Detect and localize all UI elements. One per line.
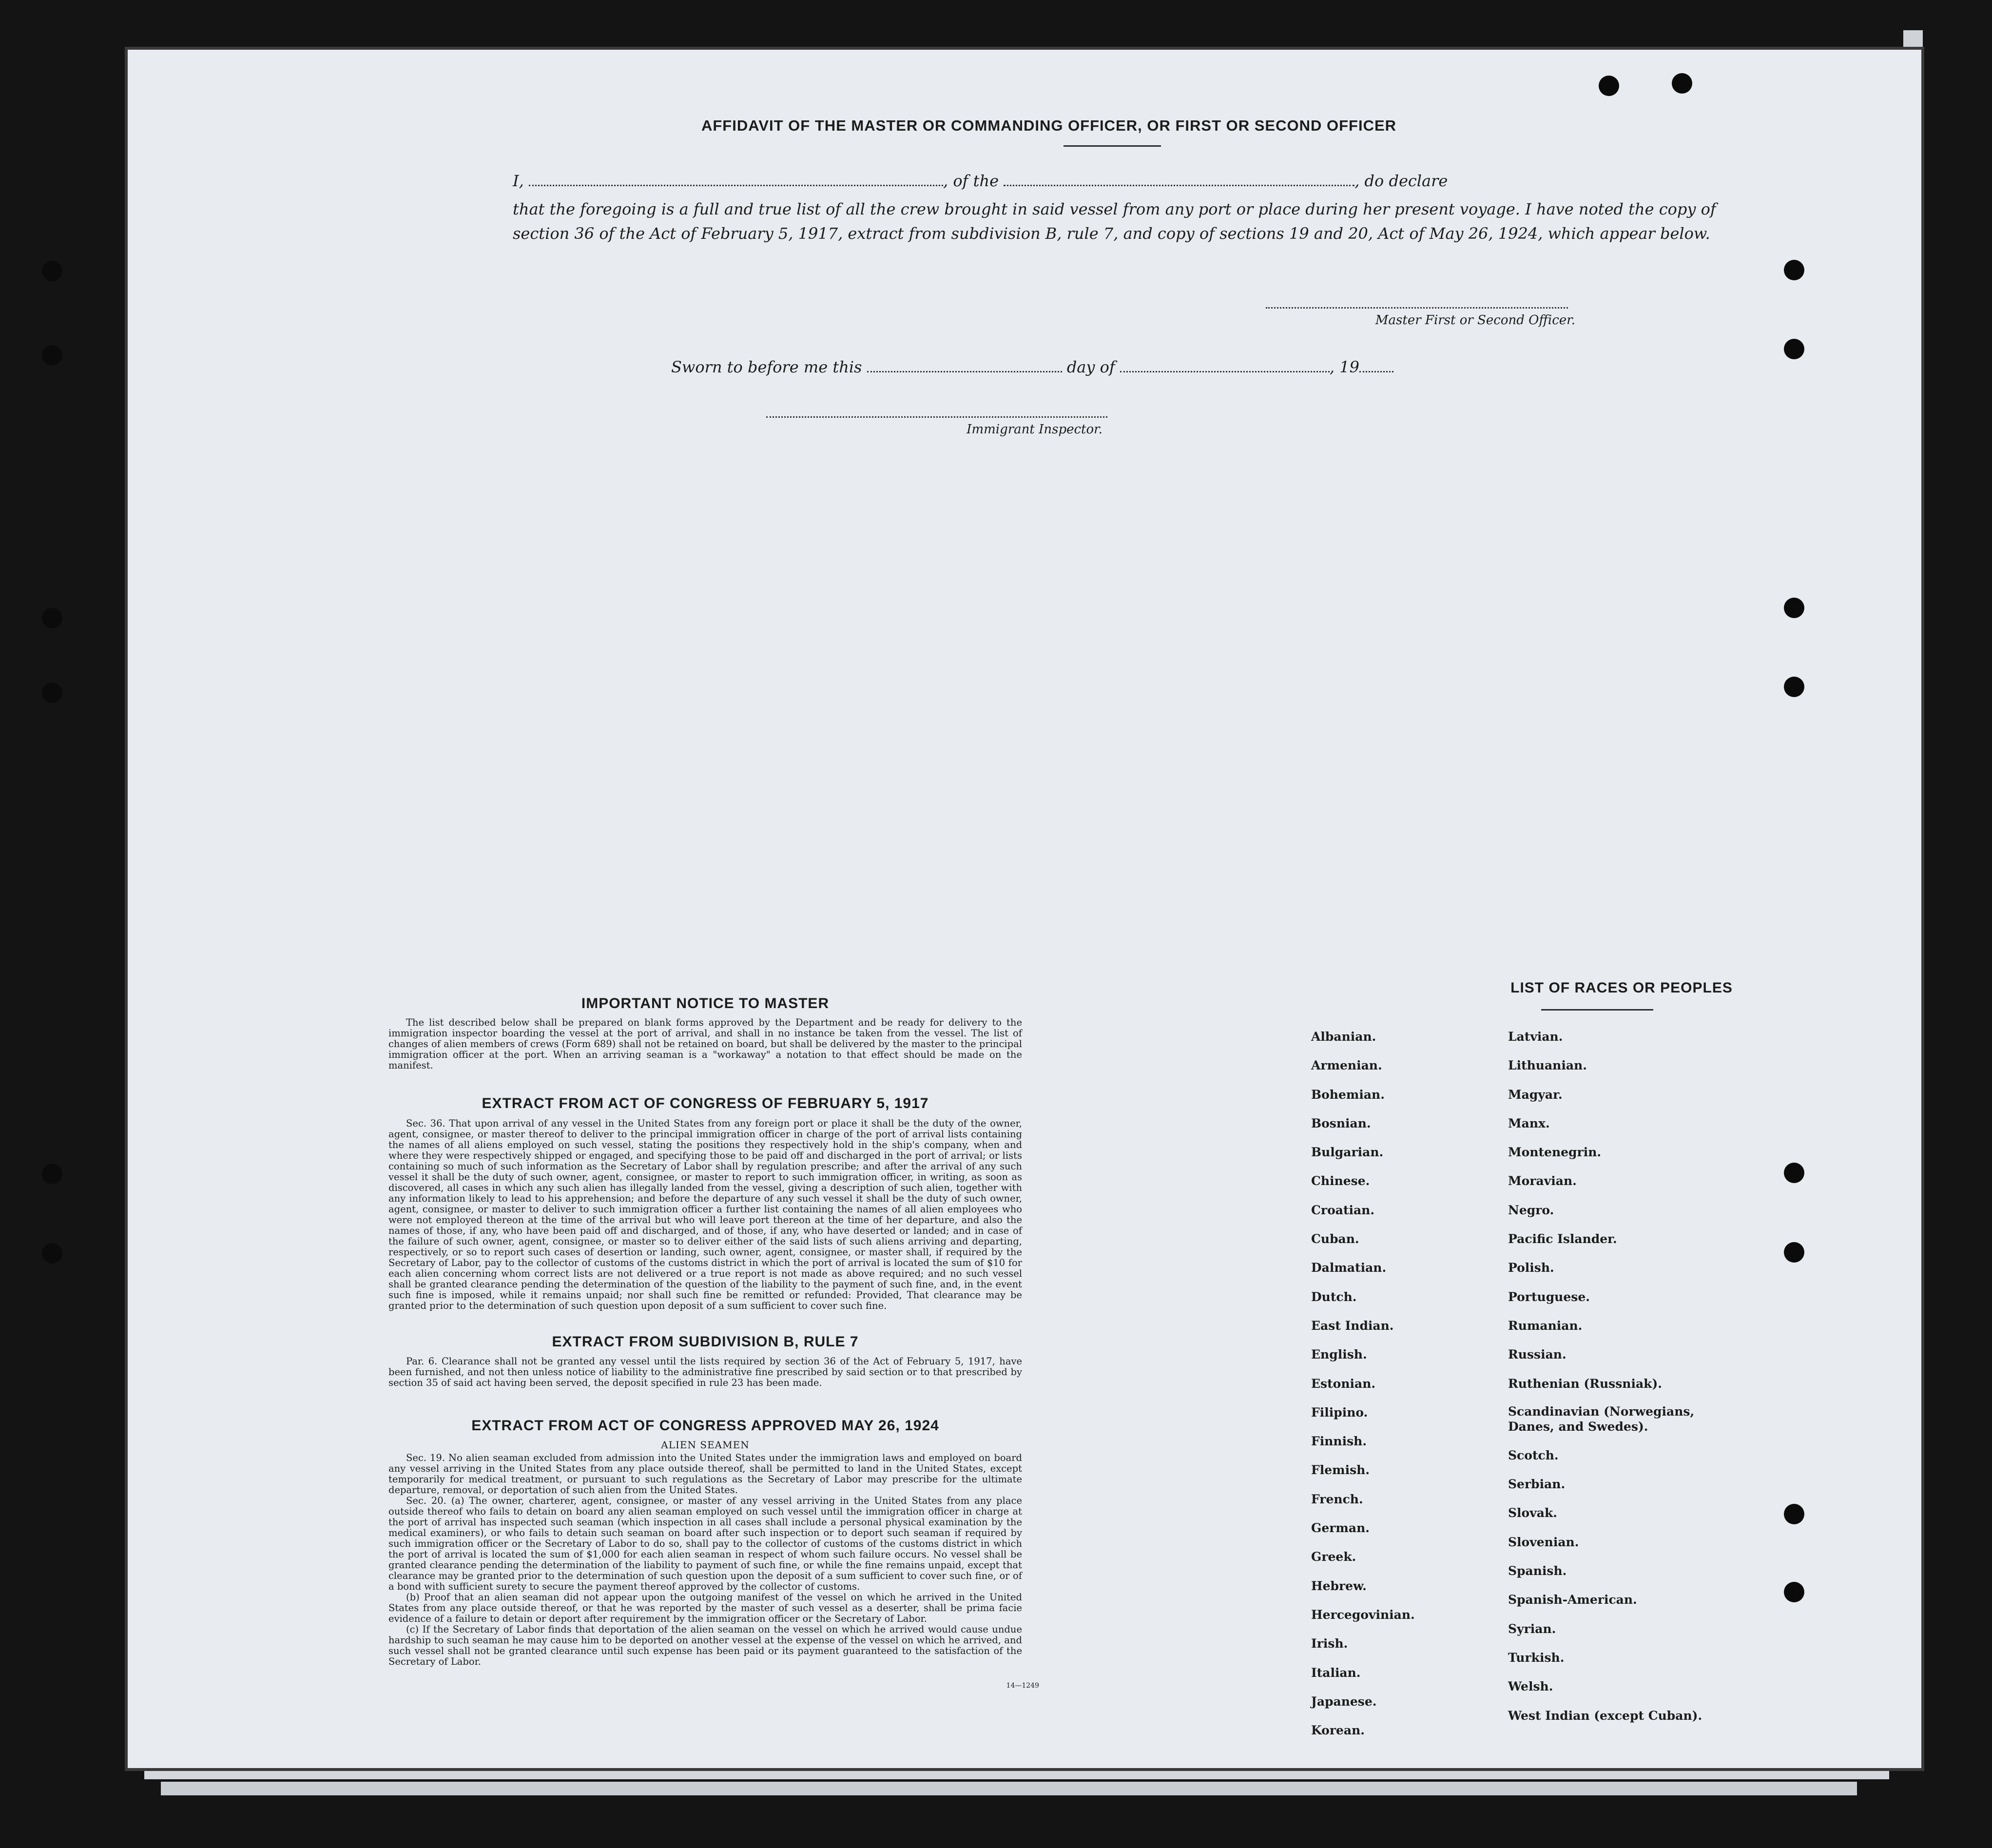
race-item: Dalmatian. xyxy=(1311,1261,1387,1275)
race-item: Welsh. xyxy=(1508,1679,1553,1694)
race-item: English. xyxy=(1311,1347,1367,1362)
race-item: Slovenian. xyxy=(1508,1535,1579,1549)
form-number: 14—1249 xyxy=(1006,1682,1039,1690)
race-item: East Indian. xyxy=(1311,1318,1394,1333)
extract-1924-title: EXTRACT FROM ACT OF CONGRESS APPROVED MAY 26, 1924 xyxy=(471,1418,939,1434)
races-right-column xyxy=(1508,1022,1810,1730)
punch-hole xyxy=(1784,1504,1804,1524)
races-title: LIST OF RACES OR PEOPLES xyxy=(1510,980,1733,996)
race-item: Russian. xyxy=(1508,1347,1567,1362)
notice-text: The list described below shall be prepared on blank forms approved by the Department and be ready for delivery to the immigration inspector boarding the vessel at the port of arrival, and shall in no instance be taken from the vessel. The list of changes of alien members of crews (Form 689) shall not be retained on board, but shall be delivered by the master to the principal immigration officer at the port. When an arriving seaman is a "workaway" a notation to that effect should be made on the manifest. xyxy=(388,1017,1022,1071)
punch-hole xyxy=(1784,1242,1804,1263)
section-20a: Sec. 20. (a) The owner, charterer, agent, consignee, or master of any vessel arriving in the United States from any place outside thereof who fails to detain on board any alien seaman employed on such vessel until the immigration officer in charge at the port of arrival has inspected such seaman (which inspection in all cases shall include a personal physical examination by the medical examiners), or who fails to detain such seaman on board after such inspection or to deport such seaman if required by such immigration officer or the Secretary of Labor to do so, shall pay to the collector of customs of the customs district in which the port of arrival is located the sum of $1,000 for each alien seaman in respect of whom such failure occurs. No vessel shall be granted clearance pending the determination of the liability to payment of such fine, or while the fine remains unpaid, except that clearance may be granted prior to the determination of such question upon the deposit of a sum sufficient to cover such fine, or of a bond with sufficient surety to secure the payment thereof approved by the collector of customs. xyxy=(388,1495,1022,1592)
punch-hole xyxy=(1784,1163,1804,1183)
race-item: Rumanian. xyxy=(1508,1318,1583,1333)
extract-1917-text: Sec. 36. That upon arrival of any vessel in the United States from any foreign port or place it shall be the duty of the owner, agent, consignee, or master thereof to deliver to the principal immigration officer in charge of the port of arrival lists containing the names of all aliens employed on such vessel, stating the positions they respectively hold in the ship's company, when and where they were respectively shipped or engaged, and specifying those to be paid off and discharged in the port of arrival; or lists containing so much of such information as the Secretary of Labor shall by regulation prescribe; and after the arrival of any such vessel it shall be the duty of such owner, agent, consignee, or master to report to such immigration officer, in writing, as soon as discovered, all cases in which any such alien has illegally landed from the vessel, giving a description of such alien, together with any information likely to lead to his apprehension; and before the departure of any such vessel it shall be the duty of such owner, agent, consignee, or master to deliver to such immigration officer a further list containing the names of all alien employees who were not employed thereon at the time of the arrival but who will leave port thereon at the time of her departure, and also the names of those, if any, who have been paid off and discharged, and of those, if any, who have deserted or landed; and in case of the failure of such owner, agent, consignee, or master so to deliver either of the said lists of such aliens arriving and departing, respectively, or so to report such cases of desertion or landing, such owner, agent, consignee, or master shall, if required by the Secretary of Labor, pay to the collector of customs of the customs district in which the port of arrival is located the sum of $10 for each alien concerning whom correct lists are not delivered or a true report is not made as above required; and no such vessel shall be granted clearance pending the determination of the question of the liability to the payment of such fine, and, in the event such fine is imposed, while it remains unpaid; nor shall such fine be remitted or refunded: Provided, That clearance may be granted prior to the determination of such question upon deposit of a sum sufficient to cover such fine. xyxy=(388,1118,1022,1311)
race-item: Pacific Islander. xyxy=(1508,1232,1617,1246)
extract-1924-subtitle: ALIEN SEAMEN xyxy=(661,1439,750,1451)
section-19: Sec. 19. No alien seaman excluded from admission into the United States under the immigration laws and employed on board any vessel arriving in the United States from any place outside thereof, shall be permitted to land in the United States, except temporarily for medical treatment, or pursuant to such regulations as the Secretary of Labor may prescribe for the ultimate departure, removal, or deportation of such alien from the United States. xyxy=(388,1452,1022,1496)
race-item: Negro. xyxy=(1508,1203,1554,1217)
year-blank[interactable] xyxy=(1359,371,1393,372)
race-item: Ruthenian (Russniak). xyxy=(1508,1376,1662,1391)
signature-line[interactable] xyxy=(1266,307,1568,309)
notice-title: IMPORTANT NOTICE TO MASTER xyxy=(581,995,830,1012)
punch-hole xyxy=(42,1164,62,1184)
race-item: Dutch. xyxy=(1311,1289,1357,1304)
race-item: Serbian. xyxy=(1508,1477,1566,1492)
race-item: Portuguese. xyxy=(1508,1289,1590,1304)
punch-hole xyxy=(1784,1582,1804,1602)
race-item: Estonian. xyxy=(1311,1376,1376,1391)
race-item: Syrian. xyxy=(1508,1621,1556,1636)
race-item: Albanian. xyxy=(1311,1030,1376,1044)
inspector-label: Immigrant Inspector. xyxy=(967,422,1102,437)
race-item: Flemish. xyxy=(1311,1463,1370,1478)
race-item: Greek. xyxy=(1311,1550,1356,1564)
punch-hole xyxy=(1784,677,1804,697)
punch-hole xyxy=(42,261,62,281)
race-item: Hebrew. xyxy=(1311,1578,1367,1593)
affidavit-line-1 xyxy=(513,172,1585,190)
extract-1924-text xyxy=(388,1453,1022,1667)
race-item: Manx. xyxy=(1508,1116,1550,1130)
race-item: Finnish. xyxy=(1311,1434,1367,1449)
punch-hole xyxy=(1784,260,1804,280)
signature-label: Master First or Second Officer. xyxy=(1375,313,1575,328)
race-item: Armenian. xyxy=(1311,1058,1382,1073)
sworn-start: Sworn to before me this xyxy=(671,358,862,376)
race-item: Chinese. xyxy=(1311,1174,1370,1188)
paper-edge xyxy=(161,1782,1857,1795)
race-item: Croatian. xyxy=(1311,1203,1375,1217)
race-item: Scandinavian (Norwegians, Danes, and Swedes). xyxy=(1508,1404,1695,1434)
extract-rule7-title: EXTRACT FROM SUBDIVISION B, RULE 7 xyxy=(552,1334,859,1350)
month-blank[interactable] xyxy=(1120,371,1330,372)
race-item: Slovak. xyxy=(1508,1506,1557,1520)
day-blank[interactable] xyxy=(867,371,1062,372)
affidavit-line-1-mid: , of the xyxy=(943,172,999,190)
punch-hole xyxy=(42,682,62,703)
inspector-signature-line[interactable] xyxy=(766,416,1107,418)
punch-hole xyxy=(42,608,62,628)
race-item: Italian. xyxy=(1311,1665,1361,1680)
race-item: Scotch. xyxy=(1508,1448,1559,1462)
race-item: German. xyxy=(1311,1521,1370,1536)
race-item: Hercegovinian. xyxy=(1311,1607,1415,1622)
punch-hole xyxy=(1672,73,1692,94)
sworn-end: , 19 xyxy=(1329,358,1359,376)
race-item: Latvian. xyxy=(1508,1030,1563,1044)
punch-hole xyxy=(42,345,62,366)
race-item: French. xyxy=(1311,1492,1363,1506)
race-item: Magyar. xyxy=(1508,1087,1563,1102)
race-item: Polish. xyxy=(1508,1261,1554,1275)
extract-1917-title: EXTRACT FROM ACT OF CONGRESS OF FEBRUARY 5, 1917 xyxy=(482,1095,929,1111)
section-20b: (b) Proof that an alien seaman did not appear upon the outgoing manifest of the vessel on which he arrived in the United States from any place outside thereof, or that he was reported by the master of such vessel as a deserter, shall be prima facie evidence of a failure to detain or deport after requirement by the immigration officer or the Secretary of Labor. xyxy=(388,1592,1022,1624)
race-item: Lithuanian. xyxy=(1508,1058,1587,1073)
race-item: Irish. xyxy=(1311,1636,1348,1651)
punch-hole xyxy=(1784,598,1804,618)
affidavit-line-1-start: I, xyxy=(513,172,524,190)
race-item: Turkish. xyxy=(1508,1650,1565,1665)
race-item: Bohemian. xyxy=(1311,1087,1385,1102)
race-item: Bosnian. xyxy=(1311,1116,1371,1130)
affidavit-title: AFFIDAVIT OF THE MASTER OR COMMANDING OFFICER, OR FIRST OR SECOND OFFICER xyxy=(701,117,1397,134)
sworn-mid: day of xyxy=(1066,358,1115,376)
race-item: Moravian. xyxy=(1508,1174,1577,1188)
race-item: Cuban. xyxy=(1311,1232,1359,1246)
punch-hole xyxy=(42,1243,62,1264)
sworn-line xyxy=(671,358,1402,376)
name-blank[interactable] xyxy=(529,185,943,186)
race-item: Filipino. xyxy=(1311,1405,1368,1420)
document-page xyxy=(128,50,1921,1768)
section-20c: (c) If the Secretary of Labor finds that deportation of the alien seaman on the vessel on which he arrived would cause undue hardship to such seaman he may cause him to be deported on another vessel at the expense of the vessel on which he arrived, and such vessel shall not be granted clearance until such expense has been paid or its payment guaranteed to the satisfaction of the Secretary of Labor. xyxy=(388,1624,1022,1667)
race-item: Japanese. xyxy=(1311,1694,1377,1709)
race-item: Bulgarian. xyxy=(1311,1145,1384,1160)
affidavit-body: that the foregoing is a full and true list of all the crew brought in said vessel from any port or place during her present voyage. I have noted the copy of section 36 of the Act of February 5, 1917, extract from subdivision B, rule 7, and copy of sections 19 and 20, Act of May 26, 1924, which appear below. xyxy=(513,200,1716,243)
title-rule xyxy=(1541,1009,1653,1011)
race-item: Spanish-American. xyxy=(1508,1593,1637,1607)
punch-hole xyxy=(1784,339,1804,359)
race-item: Korean. xyxy=(1311,1723,1365,1738)
extract-rule7-text: Par. 6. Clearance shall not be granted any vessel until the lists required by section 36 of the Act of February 5, 1917, have been furnished, and not then unless notice of liability to the administrative fine prescribed by said section or to that prescribed by section 35 of said act having been served, the deposit specified in rule 23 has been made. xyxy=(388,1356,1022,1388)
race-item: Montenegrin. xyxy=(1508,1145,1602,1160)
vessel-blank[interactable] xyxy=(1004,185,1354,186)
race-item: West Indian (except Cuban). xyxy=(1508,1708,1702,1723)
race-item: Spanish. xyxy=(1508,1564,1567,1578)
title-rule xyxy=(1064,145,1161,147)
affidavit-line-1-end: , do declare xyxy=(1354,172,1448,190)
punch-hole xyxy=(1599,76,1619,96)
